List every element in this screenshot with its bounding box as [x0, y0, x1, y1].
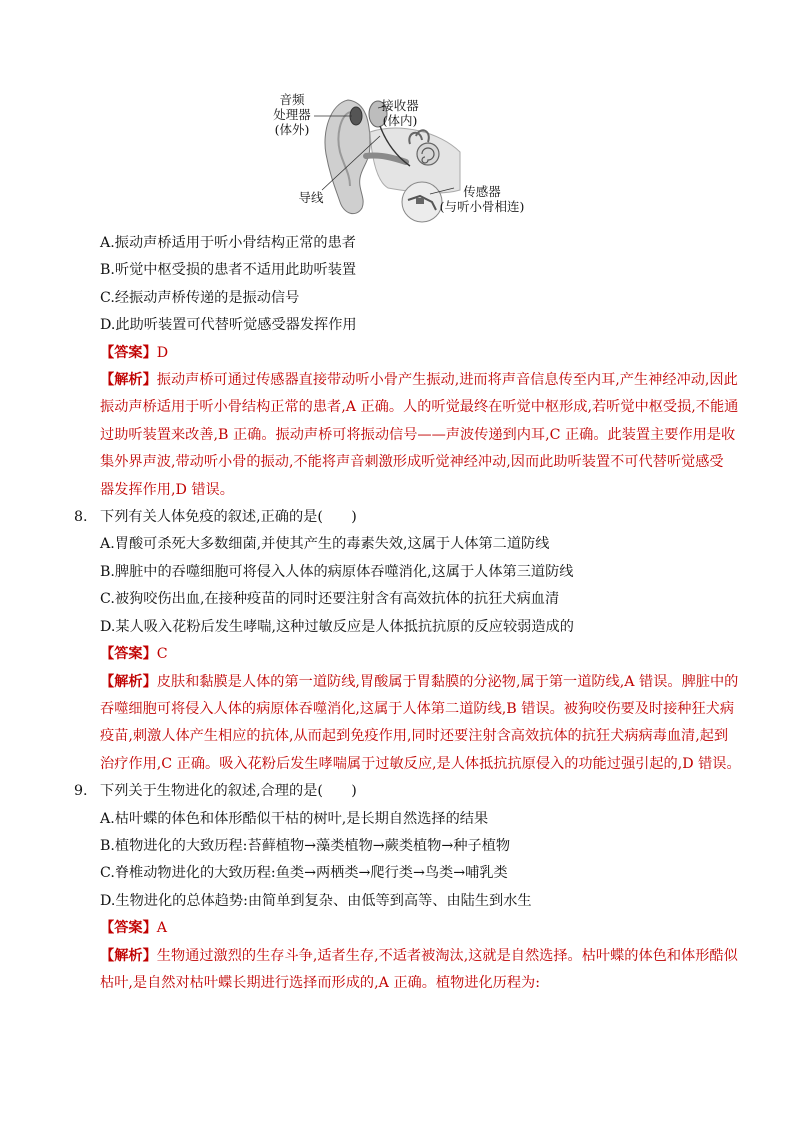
answer-value: C	[156, 646, 168, 663]
ear-diagram	[270, 92, 532, 224]
analysis-line: 集外界声波,带动听小骨的振动,不能将声音刺激形成听觉神经冲动,因而此助听装置不可代替听觉感受	[100, 454, 724, 471]
analysis-line: 器发挥作用,D 错误。	[100, 481, 234, 498]
q8-option-a: A.胃酸可杀死大多数细菌,并使其产生的毒素失效,这属于人体第二道防线	[100, 536, 550, 553]
q8-stem	[74, 504, 734, 531]
label-line: 接收器	[381, 98, 419, 113]
q9-option-c: C.脊椎动物进化的大致历程:鱼类→两栖类→爬行类→鸟类→哺乳类	[100, 865, 508, 882]
label-line: 导线	[298, 190, 324, 205]
q9-stem	[74, 778, 734, 805]
answer-tag: 【答案】	[100, 920, 157, 937]
answer-tag: 【答案】	[100, 646, 157, 663]
q8-analysis	[74, 669, 741, 779]
label-audio-processor	[270, 92, 314, 137]
label-line: (与听小骨相连)	[439, 199, 525, 214]
analysis-line: 振动声桥可通过传感器直接带动听小骨产生振动,进而将声音信息传至内耳,产生神经冲动,因此	[156, 372, 738, 389]
analysis-line: 过助听装置来改善,B 正确。振动声桥可将振动信号——声波传递到内耳,C 正确。此装置主要作用是收	[100, 426, 736, 443]
question-text: 下列关于生物进化的叙述,合理的是( )	[100, 783, 357, 800]
question-number: 8.	[74, 509, 88, 526]
analysis-line: 生物通过激烈的生存斗争,适者生存,不适者被淘汰,这就是自然选择。枯叶蝶的体色和体形酷似	[156, 947, 738, 964]
label-line: 处理器	[273, 107, 311, 122]
question-number: 9.	[74, 783, 88, 800]
analysis-line: 皮肤和黏膜是人体的第一道防线,胃酸属于胃黏膜的分泌物,属于第一道防线,A 错误。脾脏中的	[156, 673, 739, 690]
label-line: 音频	[279, 92, 305, 107]
analysis-tag: 【解析】	[100, 372, 157, 389]
q9-option-d: D.生物进化的总体趋势:由简单到复杂、由低等到高等、由陆生到水生	[100, 892, 532, 909]
q7-option-a: A.振动声桥适用于听小骨结构正常的患者	[100, 235, 356, 251]
label-wire	[296, 190, 326, 205]
q8-option-b: B.脾脏中的吞噬细胞可将侵入人体的病原体吞噬消化,这属于人体第三道防线	[100, 563, 574, 580]
q9-option-a: A.枯叶蝶的体色和体形酷似干枯的树叶,是长期自然选择的结果	[100, 810, 489, 827]
q8-answer	[74, 641, 734, 668]
analysis-line: 治疗作用,C 正确。吸入花粉后发生哮喘属于过敏反应,是人体抵抗抗原侵入的功能过强引起的,D 错误。	[100, 755, 741, 772]
analysis-tag: 【解析】	[100, 947, 157, 964]
answer-tag: 【答案】	[100, 344, 157, 361]
q9-option-b: B.植物进化的大致历程:苔藓植物→藻类植物→蕨类植物→种子植物	[100, 837, 511, 854]
question-text: 下列有关人体免疫的叙述,正确的是( )	[100, 509, 357, 526]
label-sensor	[432, 184, 532, 214]
q9-answer	[74, 915, 734, 942]
q7-answer	[74, 340, 734, 367]
label-receiver	[378, 98, 422, 128]
q7-option-d: D.此助听装置可代替听觉感受器发挥作用	[100, 317, 357, 334]
q8-option-d: D.某人吸入花粉后发生哮喘,这种过敏反应是人体抵抗抗原的反应较弱造成的	[100, 618, 574, 635]
analysis-tag: 【解析】	[100, 673, 157, 690]
answer-value: A	[156, 920, 168, 937]
analysis-line: 振动声桥适用于听小骨结构正常的患者,A 正确。人的听觉最终在听觉中枢形成,若听觉中枢受损,不能通	[100, 399, 739, 416]
question-content	[74, 230, 741, 997]
analysis-line: 疫苗,刺激人体产生相应的抗体,从而起到免疫作用,同时还要注射含高效抗体的抗狂犬病病毒血清,起到	[100, 728, 729, 745]
q7-analysis	[74, 367, 739, 504]
label-line: (体外)	[274, 122, 310, 137]
q9-analysis	[74, 943, 738, 998]
analysis-line: 吞噬细胞可将侵入人体的病原体吞噬消化,这属于人体第二道防线,B 错误。被狗咬伤要及时接种狂犬病	[100, 700, 735, 717]
q8-option-c: C.被狗咬伤出血,在接种疫苗的同时还要注射含有高效抗体的抗狂犬病血清	[100, 591, 560, 608]
analysis-line: 枯叶,是自然对枯叶蝶长期进行选择而形成的,A 正确。植物进化历程为:	[100, 974, 540, 991]
q7-option-b: B.听觉中枢受损的患者不适用此助听装置	[100, 262, 357, 279]
label-line: 传感器	[463, 184, 501, 199]
answer-value: D	[156, 344, 169, 361]
q7-option-c: C.经振动声桥传递的是振动信号	[100, 289, 300, 306]
label-line: (体内)	[382, 113, 418, 128]
